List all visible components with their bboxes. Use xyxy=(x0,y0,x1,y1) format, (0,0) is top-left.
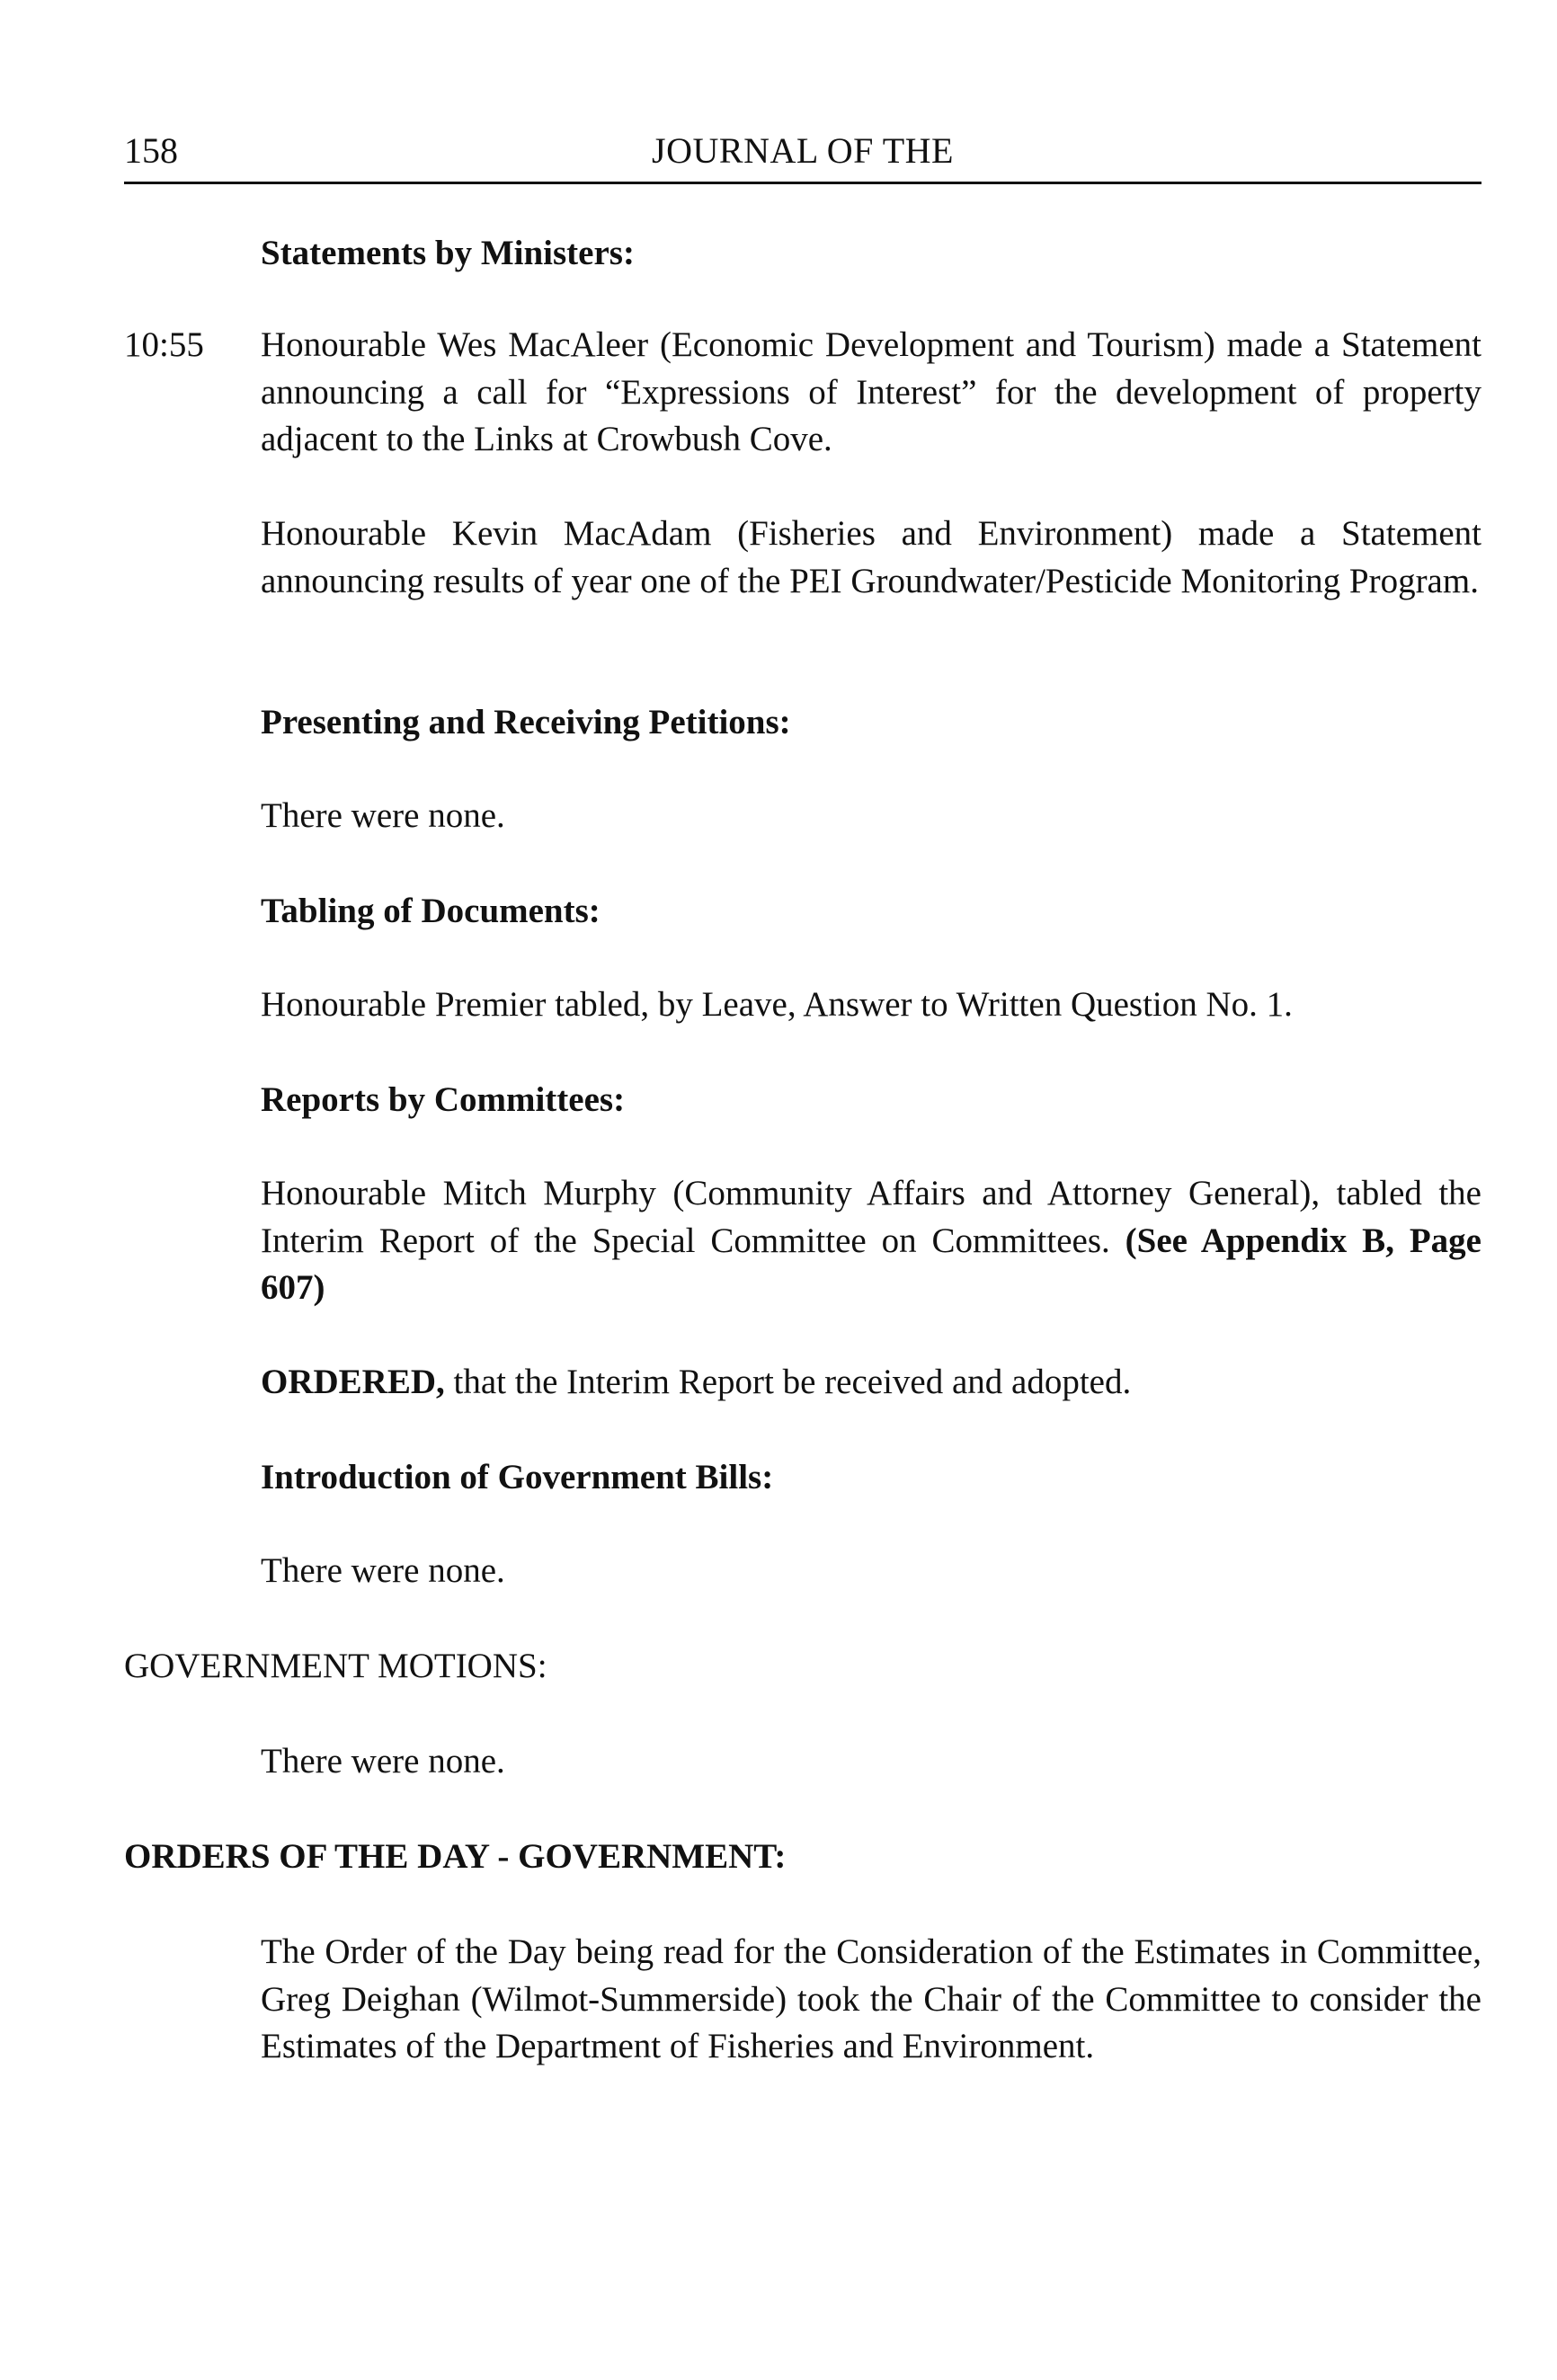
tabling-text: Honourable Premier tabled, by Leave, Answer to Written Question No. 1. xyxy=(261,985,1293,1024)
statements-heading: Statements by Ministers: xyxy=(261,234,635,272)
gov-motions-heading: GOVERNMENT MOTIONS: xyxy=(124,1647,547,1685)
gov-bills-text: There were none. xyxy=(261,1551,505,1590)
appendix-reference: (See Appendix B, Page 607) xyxy=(261,1221,1481,1307)
ordered-text: that the Interim Report be received and adopted. xyxy=(453,1363,1132,1401)
statement-kevin-macadam: Honourable Kevin MacAdam (Fisheries and Environment) made a Statement announcing results of year one of the PEI Groundwater/Pesticide Monitoring Program. xyxy=(261,514,1481,600)
reports-body: Honourable Mitch Murphy (Community Affairs and Attorney General), tabled the Interim Report of the Special Committee on Committees. xyxy=(261,1174,1481,1260)
running-head: JOURNAL OF THE xyxy=(652,130,954,171)
reports-text xyxy=(261,1170,1481,1312)
petitions-text: There were none. xyxy=(261,796,505,835)
statement-wes-macaleer: Honourable Wes MacAleer (Economic Development and Tourism) made a Statement announcing a call for “Expressions of Interest” for the development of property adjacent to the Links at Crowbush Cove. xyxy=(261,325,1481,458)
reports-heading: Reports by Committees: xyxy=(261,1080,626,1119)
time-stamp: 10:55 xyxy=(124,325,204,364)
gov-bills-heading: Introduction of Government Bills: xyxy=(261,1458,774,1496)
petitions-heading: Presenting and Receiving Petitions: xyxy=(261,703,791,742)
orders-day-text: The Order of the Day being read for the Consideration of the Estimates in Committee, Greg Deighan (Wilmot-Summerside) took the Chair of the Committee to consider the Estimates of the Department of Fisheries and Environment. xyxy=(261,1932,1481,2065)
page-header xyxy=(124,126,1481,184)
ordered-label: ORDERED, xyxy=(261,1363,445,1401)
ordered-statement xyxy=(261,1359,1481,1407)
orders-day-heading: ORDERS OF THE DAY - GOVERNMENT: xyxy=(124,1837,787,1876)
page-number: 158 xyxy=(124,130,178,171)
gov-motions-text: There were none. xyxy=(261,1742,505,1781)
tabling-heading: Tabling of Documents: xyxy=(261,892,601,930)
